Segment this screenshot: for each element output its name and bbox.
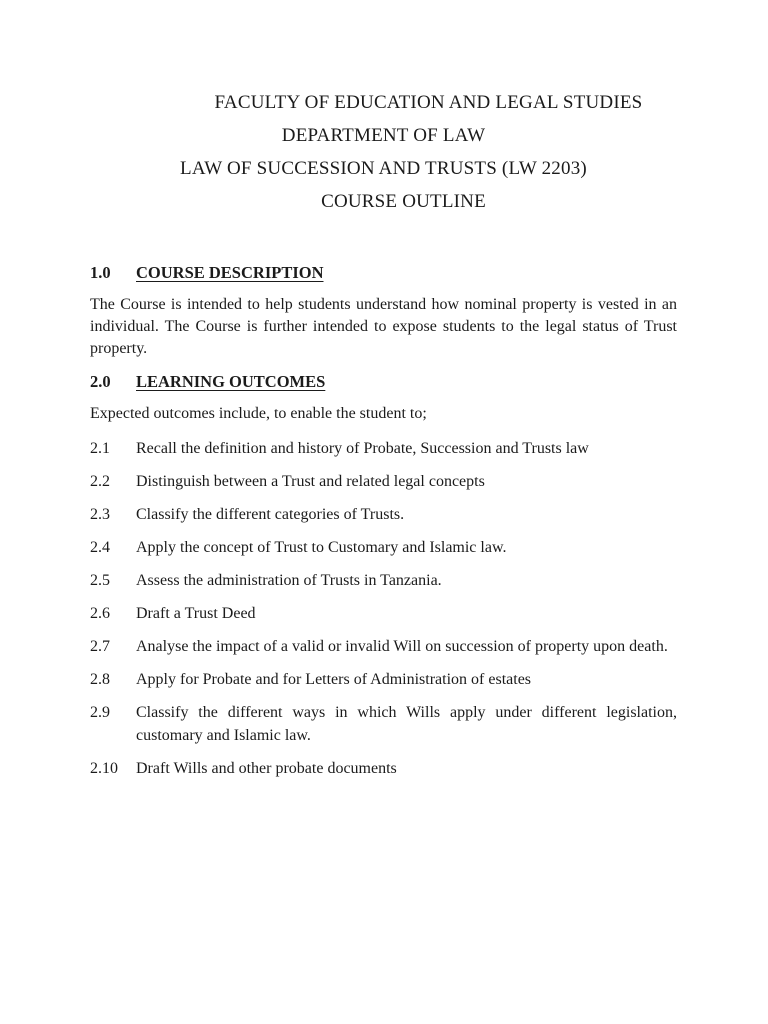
outcome-item [90,470,677,493]
outcome-text: Classify the different categories of Trusts. [136,506,405,523]
outcome-text: Assess the administration of Trusts in Tanzania. [136,572,442,589]
outcome-item [90,701,677,747]
outcome-text: Recall the definition and history of Probate, Succession and Trusts law [136,440,589,457]
section-heading-text: COURSE DESCRIPTION [136,263,324,282]
outcome-item [90,437,677,460]
outcome-number: 2.4 [90,539,110,556]
section-heading-text: LEARNING OUTCOMES [136,372,326,391]
title-line-course: LAW OF SUCCESSION AND TRUSTS (LW 2203) [180,158,587,179]
outcome-item [90,503,677,526]
section-learning-outcomes [90,371,677,780]
outcome-number: 2.8 [90,671,110,688]
section-number: 1.0 [90,263,111,282]
document-title-block [90,86,677,218]
outcome-number: 2.10 [90,760,118,777]
outcome-number: 2.9 [90,704,110,721]
course-description-paragraph: The Course is intended to help students understand how nominal property is vested in an individual. The Course is further intended to expose students to the legal status of Trust property. [90,296,677,357]
section-heading [90,371,677,393]
document-content [90,86,677,790]
outcome-text: Classify the different ways in which Wills apply under different legislation, customary and Islamic law. [136,704,677,744]
title-line-faculty: FACULTY OF EDUCATION AND LEGAL STUDIES [214,92,643,113]
outcome-number: 2.1 [90,440,110,457]
outcome-number: 2.5 [90,572,110,589]
outcome-text: Apply for Probate and for Letters of Administration of estates [136,671,532,688]
section-heading [90,262,677,284]
outcome-item [90,536,677,559]
title-line-outline: COURSE OUTLINE [321,191,486,212]
outcome-number: 2.2 [90,473,110,490]
section-course-description [90,262,677,360]
outcome-item [90,757,677,780]
outcome-item [90,602,677,625]
outcome-text: Analyse the impact of a valid or invalid Will on succession of property upon death. [136,638,668,655]
outcome-item [90,668,677,691]
outcome-number: 2.7 [90,638,110,655]
outcome-text: Draft Wills and other probate documents [136,760,397,777]
outcome-number: 2.3 [90,506,110,523]
outcome-item [90,569,677,592]
title-line-department: DEPARTMENT OF LAW [281,125,486,146]
outcome-item [90,635,677,658]
outcomes-intro: Expected outcomes include, to enable the student to; [90,405,427,422]
outcome-number: 2.6 [90,605,110,622]
outcome-text: Distinguish between a Trust and related legal concepts [136,473,485,490]
section-number: 2.0 [90,372,111,391]
outcome-text: Draft a Trust Deed [136,605,256,622]
outcome-text: Apply the concept of Trust to Customary and Islamic law. [136,539,507,556]
